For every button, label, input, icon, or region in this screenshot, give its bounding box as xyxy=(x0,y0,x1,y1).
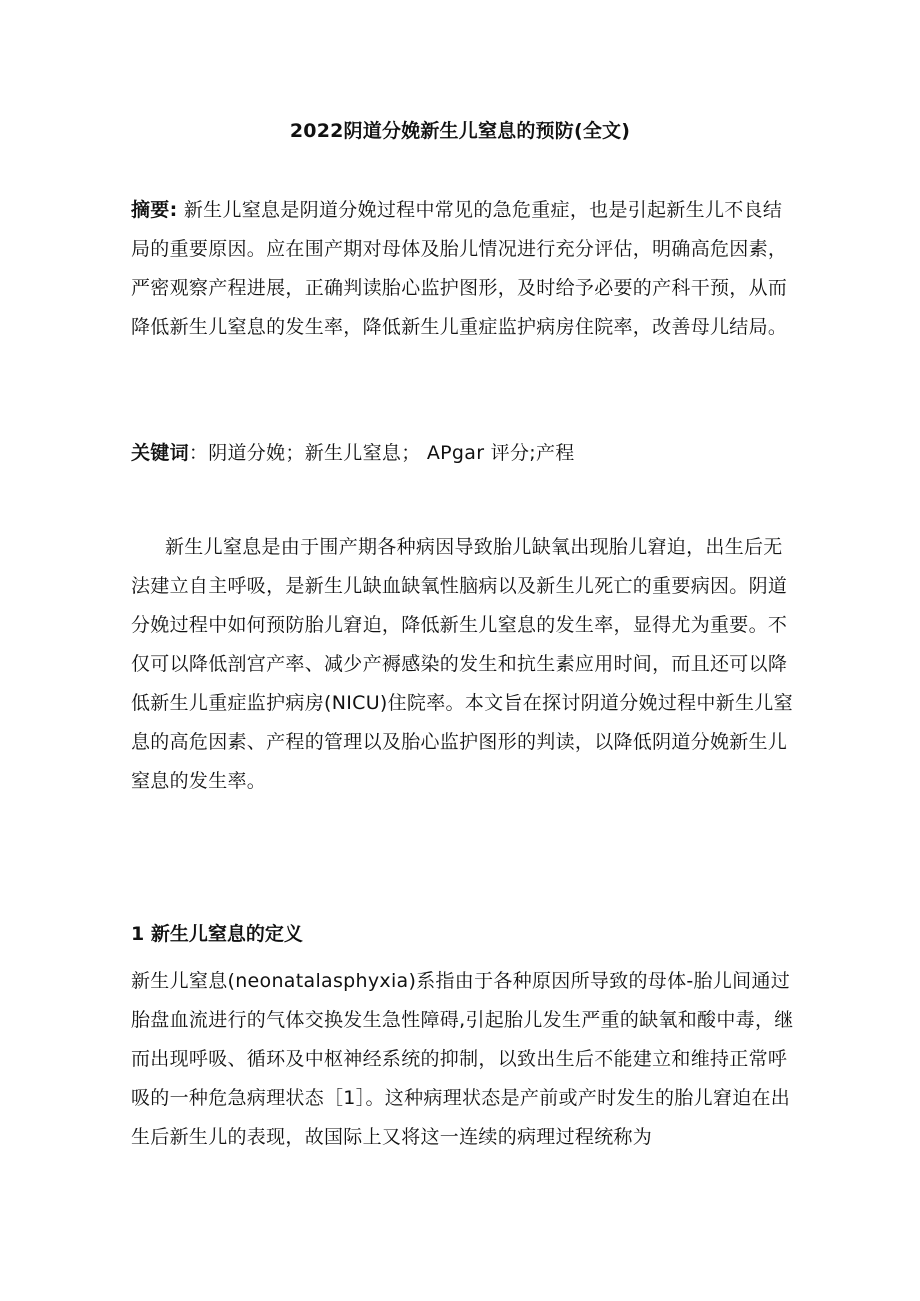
abstract-label: 摘要: xyxy=(131,199,178,221)
document-title: 2022阴道分娩新生儿窒息的预防(全文) xyxy=(289,120,631,142)
section-heading: 1 新生儿窒息的定义 xyxy=(131,923,303,945)
abstract-paragraph xyxy=(131,191,795,347)
abstract-text: 新生儿窒息是阴道分娩过程中常见的急危重症，也是引起新生儿不良结局的重要原因。应在围产期对母体及胎儿情况进行充分评估，明确高危因素，严密观察产程进展，正确判读胎心监护图形，及时给予必要的产科干预，从而降低新生儿窒息的发生率，降低新生儿重症监护病房住院率，改善母儿结局。 xyxy=(131,199,788,338)
section-paragraph: 新生儿窒息(neonatalasphyxia)系指由于各种原因所导致的母体-胎儿间通过胎盘血流进行的气体交换发生急性障碍,引起胎儿发生严重的缺氧和酸中毒，继而出现呼吸、循环及中枢神经系统的抑制，以致出生后不能建立和维持正常呼吸的一种危急病理状态［1］。这种病理状态是产前或产时发生的胎儿窘迫在出生后新生儿的表现，故国际上又将这一连续的病理过程统称为 xyxy=(131,970,794,1148)
keywords-line xyxy=(131,434,795,473)
keywords-text: ：阴道分娩；新生儿窒息； APgar 评分;产程 xyxy=(188,442,575,464)
keywords-label: 关键词 xyxy=(131,442,189,464)
intro-paragraph: 新生儿窒息是由于围产期各种病因导致胎儿缺氧出现胎儿窘迫，出生后无法建立自主呼吸，是新生儿缺血缺氧性脑病以及新生儿死亡的重要病因。阴道分娩过程中如何预防胎儿窘迫，降低新生儿窒息的发生率，显得尤为重要。不仅可以降低剖宫产率、减少产褥感染的发生和抗生素应用时间，而且还可以降低新生儿重症监护病房(NICU)住院率。本文旨在探讨阴道分娩过程中新生儿窒息的高危因素、产程的管理以及胎心监护图形的判读，以降低阴道分娩新生儿窒息的发生率。 xyxy=(131,536,793,792)
